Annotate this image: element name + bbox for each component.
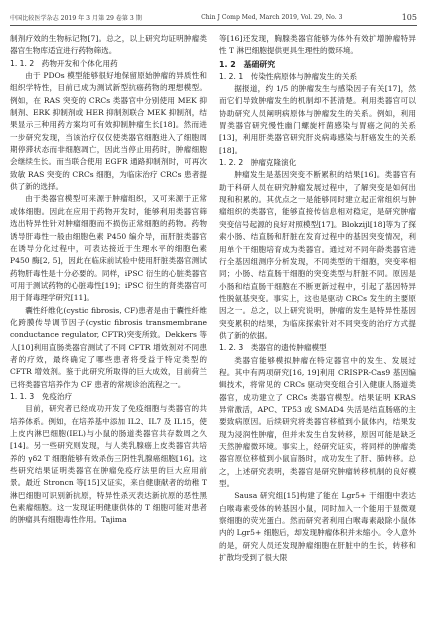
paragraph: 肿瘤发生是基因突变不断累积的结果[16]。类器官有助于科研人员在研究肿瘤发展过程中，了解突变是如何出现和积累的。其优点之一是能够同时建立起正常组织与肿瘤组织的类器官，能够直接传信息相对稳定，是研究肿瘤突变信号起源的良好对照模型[17]。Blokzijl[18]等为了探索小肠、结直肠和肝脏在发育过程中的基因突变情况，利用单个干细胞培育成为类器官。通过对不同年龄类器官进行全基因组测序分析发现，不同类型的干细胞，突变率相同；小肠、结直肠干细胞的突变类型与肝脏不同。原因是小肠和结直肠干细胞在不断更新过程中，引起了基因特异性脱氨基突变。事实上，这也是驱动 CRCs 发生的主要原因之一。总之，以上研究说明，肿瘤的发生是特异性基因突变累积的结果，为临床探索针对不同突变的治疗方式提供了新的依据。 [219, 170, 416, 340]
subsection-heading: 1. 2. 1 传染性病原体与肿瘤发生的关系 [219, 71, 358, 81]
running-header [10, 11, 417, 23]
header-rule [10, 25, 417, 26]
right-column [219, 33, 416, 618]
paragraph: Sausa 研究组[15]构建了能在 Lgr5+ 干细胞中表达白喉毒素受体的转基因小鼠，同时加入一个能用于显微观察细胞的荧光蛋白。然而研究者利用白喉毒素敲除小鼠体内的 Lgr5+ 细胞后，却发现肿瘤体积并未缩小。令人意外的是，研究人员还发现肿瘤细胞在肝脏中的生长，转移和扩散均受到了很大限 [219, 491, 416, 563]
paragraph: 由于 PDOs 模型能够很好地保留原始肿瘤的异质性和组织学特性，目前已成为测试新型抗癌药物的理想模型。例如，在 RAS 突变的 CRCs 类器官中分别使用 MEK 抑制剂、ERK 抑制剂或 HER 抑制剂联合 MEK 抑制剂，结果显示三种用药方案均可有效抑制肿瘤生长[18]。然而进一步研究发现，当该治疗仅仅使类器官细胞进入了细胞周期停滞状态而非细胞凋亡，因此当停止用药时，肿瘤细胞会继续生长。而当联合使用 EGFR 通路抑制剂时，可再次致敏 RAS 突变的 CRCs 细胞，为临床治疗 CRCs 患者提供了新的选择。 [10, 71, 207, 192]
paragraph-continued: 制剂疗效的生物标记物[7]。总之，以上研究均证明肿瘤类器官生物库适宜进行药物筛选。 [10, 34, 207, 56]
section-heading: 1. 2 基础研究 [219, 59, 276, 69]
paragraph-continued: 等[16]还发现，胸腺类器官能够为体外有效扩增肿瘤特异性 T 淋巴细胞提供更具生理性的微环境。 [219, 34, 416, 56]
page-number: 105 [401, 12, 417, 22]
paragraph: 据报道，约 1/5 的肿瘤发生与感染因子有关[17]，然而它们导致肿瘤发生的机制却不甚清楚。利用类器官可以协助研究人员阐明病原体与肿瘤发生的关系。例如，利用胃类器官研究慢性幽门螺旋杆菌感染与胃癌之间的关系[13]，利用肝类器官研究肝炎病毒感染与肝癌发生的关系[18]。 [219, 84, 416, 155]
paragraph: 囊性纤维化(cystic fibrosis, CF)患者是由于囊性纤维化跨膜传导调节因子(cystic fibrosis transmembrane conductance regulator, CFTR)突变所致。Dekkers 等人[10]利用直肠类器官测试了不同 CFTR 增效剂对不同患者的疗效，最终确定了哪些患者将受益于特定类型的 CFTR 增效剂。鉴于此研究所取得的巨大成效，目前荷兰已将类器官培养作为 CF 患者的常规诊治流程之一。 [10, 305, 207, 389]
subsection-heading: 1. 1. 3 免疫治疗 [10, 391, 73, 401]
subsection-heading: 1. 2. 2 肿瘤克隆演化 [219, 158, 297, 168]
journal-title-en: Chin J Comp Med, March 2019, Vol. 29, No. 3 [201, 13, 343, 21]
paragraph: 由于类器官模型可来源于肿瘤组织，又可来源于正常或体细胞。因此在应用于药物开发时，能够利用类器官筛选出特异性针对肿瘤细胞而不损伤正常细胞的药物。药物诱导肝毒性一般由细胞色素 P450 编介导，而肝脏类器官在诱导分化过程中，可表达接近于生理水平的细胞色素 P450 酶[2, 5]，因此在临床前试验中使用肝脏类器官测试药物肝毒性是十分必要的。同样，iPSC 衍生的心脏类器官可用于测试药物的心脏毒性[19]；iPSC 衍生的肾类器官可用于肾毒理学研究[11]。 [10, 194, 207, 303]
subsection-heading: 1. 1. 2 药物开发和个体化用药 [10, 58, 118, 68]
paragraph: 目前，研究者已经成功开发了免疫细胞与类器官的共培养体系。例如，在培养基中添加 IL2、IL7 及 IL15，使上皮内淋巴细胞(IEL)与小鼠的肠道类器官共存数周之久[14]。另一些研究则发现，与人类乳腺癌上皮类器官共培养的 γδ2 T 细胞能够有效杀伤三阴性乳腺癌细胞[16]。这些研究结果证明类器官在肿瘤免疫疗法里的巨大应用前景。最近 Stroncn 等[15]又证实，来自健康献者的幼稚 T 淋巴细胞可识别新抗原，特异性杀灭表达新抗原的恶性黑色素瘤细胞。这一发现证明健康供体的 T 细胞可能对患者的肿瘤具有细胞毒性作用。Tajima [10, 404, 207, 525]
paragraph: 类器官能够模拟肿瘤在特定器官中的发生、发展过程。其中有两项研究[16, 19]利用 CRISPR-Cas9 基因编辑技术，将常见的 CRCs 驱动突变组合引入健康人肠道类器官，成功建立了 CRCs 类器官模型。结果证明 KRAS 异常激活，APC、TP53 或 SMAD4 失活是结直肠癌的主要致病原因。后续研究将类器官移植到小鼠体内，结果发现为浸润性肿瘤，但并未发生自发转移，原因可能是缺乏天然肿瘤微环境。事实上，经研究证实，将同样的肿瘤类器官原位移植到小鼠盲肠时，成功发生了肝、肺转移。总之，上述研究表明，类器官是研究肿瘤转移机制的良好模型。 [219, 355, 416, 489]
left-column [10, 33, 207, 618]
journal-title-cn: 中国比较医学杂志 2019 年 3 月第 29 卷第 3 期 [10, 14, 142, 22]
subsection-heading: 1. 2. 3 类器官的遗传肿瘤模型 [219, 343, 327, 353]
